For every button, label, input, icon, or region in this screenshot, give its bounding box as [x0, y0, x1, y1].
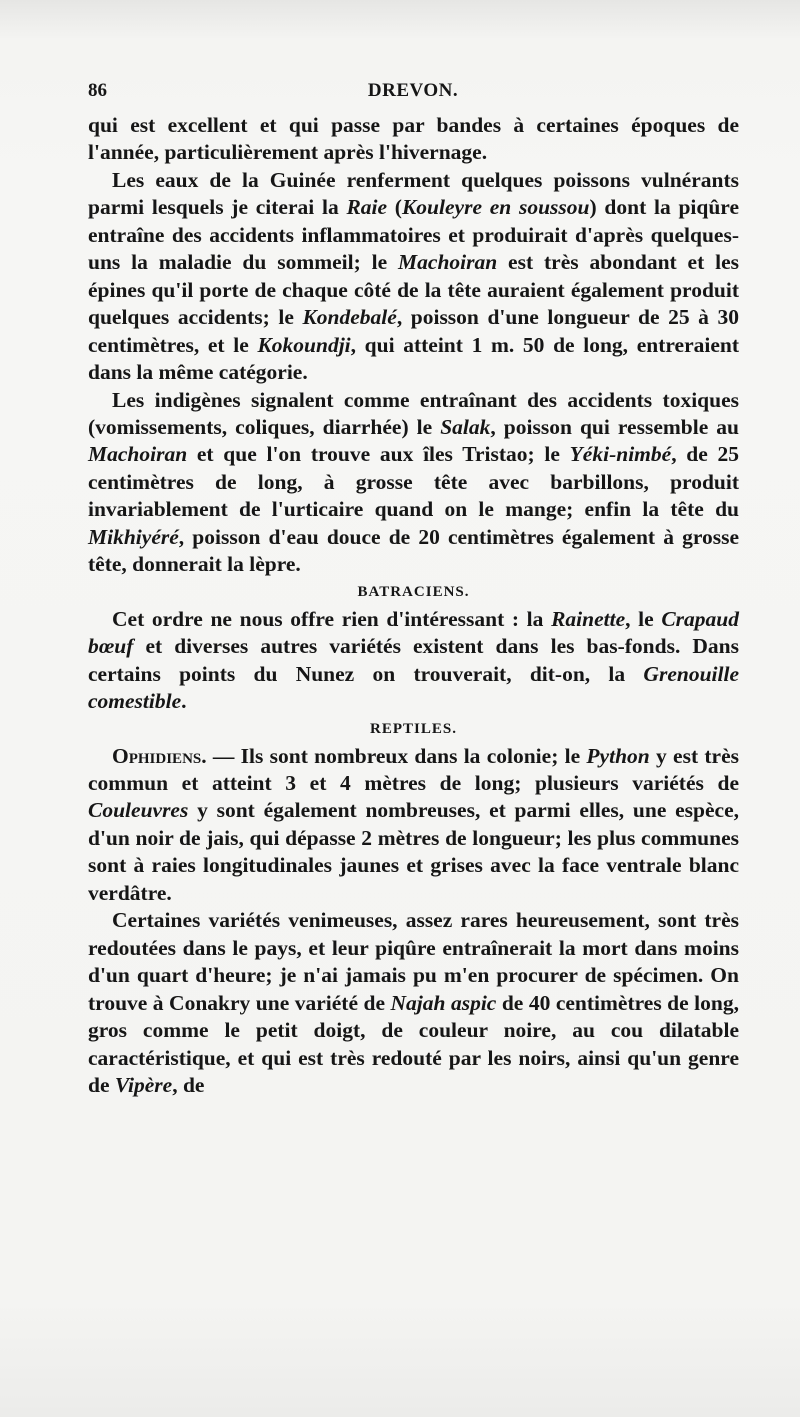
body-text — [88, 112, 739, 1099]
paragraph-vulnerant-fish: Les eaux de la Guinée renferment quelques poissons vulnérants parmi lesquels je citerai la Raie (Kouleyre en soussou) dont la piqûre entraîne des accidents inflammatoires et produirait d'après quelques-uns la maladie du sommeil; le Machoiran est très abondant et les épines qu'il porte de chaque côté de la tête auraient également produit quelques accidents; le Kondebalé, poisson d'une longueur de 25 à 30 centimètres, et le Kokoundji, qui atteint 1 m. 50 de long, entreraient dans la même catégorie. — [88, 167, 740, 385]
species-name: Crapaud bœuf — [88, 606, 739, 659]
species-name: Vipère — [114, 1072, 173, 1097]
paragraph-continuation: qui est excellent et qui passe par bandes à certaines époques de l'année, particulièrement après l'hivernage. — [88, 113, 739, 165]
species-name: Python — [586, 743, 650, 768]
species-name: Couleuvres — [88, 798, 189, 823]
paragraph-toxic-fish: Les indigènes signalent comme entraînant des accidents toxiques (vomissements, coliques, diarrhée) le Salak, poisson qui ressemble au Machoiran et que l'on trouve aux îles Tristao; le Yéki-nimbé, de 25 centimètres de long, à grosse tête avec barbillons, produit invariablement de l'urticaire quand on le mange; enfin la tête du Mikhiyéré, poisson d'eau douce de 20 centimètres également à grosse tête, donnerait la lèpre. — [88, 387, 739, 577]
species-name: Rainette — [551, 606, 626, 631]
species-name: Machoiran — [88, 442, 188, 467]
species-name: Mikhiyéré — [88, 524, 179, 549]
page-number: 86 — [88, 80, 107, 101]
species-name: Najah aspic — [390, 990, 497, 1015]
species-name: Raie — [346, 195, 388, 220]
paragraph-batraciens: Cet ordre ne nous offre rien d'intéressant : la Rainette, le Crapaud bœuf et diverses autres variétés existent dans les bas-fonds. Dans certains points du Nunez on trouverait, dit-on, la Grenouille comestible. — [88, 606, 739, 714]
section-heading-reptiles: REPTILES. — [370, 720, 457, 737]
species-name: Machoiran — [398, 250, 498, 275]
subsection-label: Ophidiens. — [112, 743, 207, 768]
species-name: Yéki-nimbé — [569, 442, 672, 467]
section-heading-batraciens: BATRACIENS. — [357, 583, 470, 600]
species-name: Kouleyre en soussou — [401, 195, 590, 220]
species-name: Kokoundji — [257, 332, 351, 357]
page-header — [88, 80, 738, 110]
paragraph-ophidiens: Ophidiens. — Ils sont nombreux dans la colonie; le Python y est très commun et atteint 3 et 4 mètres de long; plusieurs variétés de Couleuvres y sont également nombreuses, et parmi elles, une espèce, d'un noir de jais, qui dépasse 2 mètres de longueur; les plus communes sont à raies longitudinales jaunes et grises avec la face ventrale blanc verdâtre. — [88, 743, 739, 905]
running-head: DREVON. — [367, 80, 459, 101]
paragraph-venomous: Certaines variétés venimeuses, assez rares heureusement, sont très redoutées dans le pays, et leur piqûre entraînerait la mort dans moins d'un quart d'heure; je n'ai jamais pu m'en procurer de spécimen. On trouve à Conakry une variété de Najah aspic de 40 centimètres de long, gros comme le petit doigt, de couleur noire, au cou dilatable caractéristique, et qui est très redouté par les noirs, ainsi qu'un genre de Vipère, de — [88, 908, 739, 1097]
species-name: Grenouille comestible — [88, 661, 739, 714]
species-name: Salak — [440, 414, 491, 439]
species-name: Kondebalé — [302, 305, 397, 330]
